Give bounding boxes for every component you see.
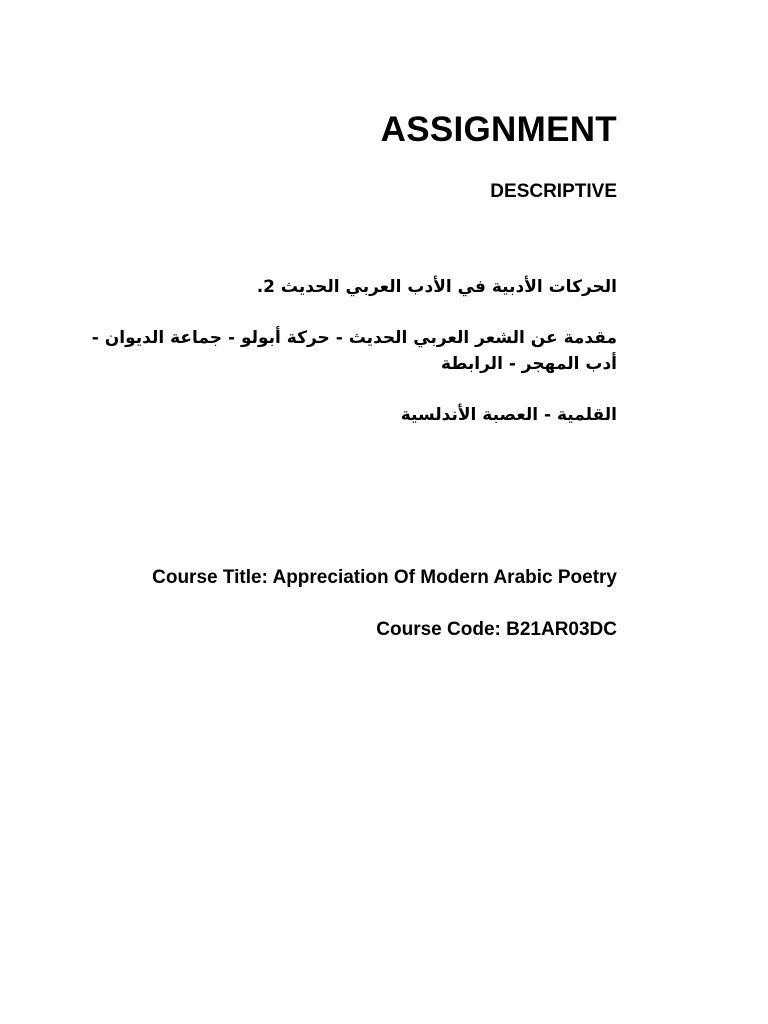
assignment-title: ASSIGNMENT <box>380 110 617 149</box>
assignment-type: DESCRIPTIVE <box>490 181 617 202</box>
topic-description: مقدمة عن الشعر العربي الحديث - حركة أبولو - جماعة الديوان - أدب المهجر - الرابطة <box>91 328 617 374</box>
topic-heading: الحركات الأدبية في الأدب العربي الحديث 2. <box>256 277 617 297</box>
course-code: Course Code: B21AR03DC <box>376 619 617 640</box>
topic-description-continued: القلمية - العصبة الأندلسية <box>400 405 617 425</box>
course-title: Course Title: Appreciation Of Modern Arabic Poetry <box>152 567 617 588</box>
